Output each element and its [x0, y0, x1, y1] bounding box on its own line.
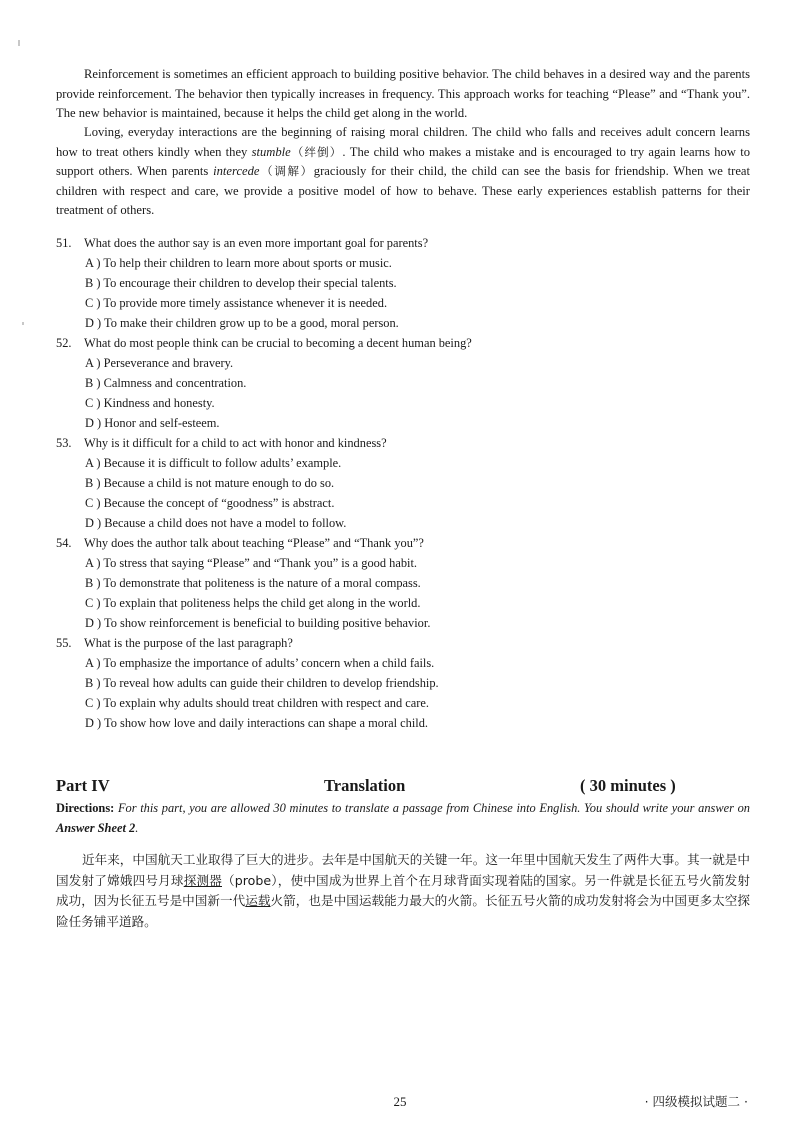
option-c: C ) Kindness and honesty.: [85, 396, 215, 410]
option-d: D ) Honor and self-esteem.: [85, 416, 220, 430]
option-b: B ) To demonstrate that politeness is the nature of a moral compass.: [85, 576, 421, 590]
question-51: [56, 233, 756, 333]
option-c: C ) To explain why adults should treat children with respect and care.: [85, 696, 430, 710]
option-a: A ) To stress that saying “Please” and “Thank you” is a good habit.: [85, 556, 417, 570]
p2-text-a: Loving, everyday interactions are the beginning of raising moral children. The child who falls and receives adult concern learns how to treat others kindly when they: [56, 125, 750, 159]
question-55: [56, 633, 756, 733]
option-a: A ) To help their children to learn more about sports or music.: [85, 256, 392, 270]
question-number: 51.: [56, 236, 72, 250]
option-d: D ) To show reinforcement is beneficial to building positive behavior.: [85, 616, 431, 630]
directions-label: Directions:: [56, 801, 115, 815]
part-time: ( 30 minutes ): [580, 776, 676, 795]
passage-paragraph-1: Reinforcement is sometimes an efficient approach to building positive behavior. The child behaves in a desired way and the parents provide reinforcement. The behavior then typically increases in frequency. This approach works for teaching “Please” and “Thank you”. The new behavior is maintained, because it helps the child get along in the world.: [56, 67, 750, 121]
question-stem: What is the purpose of the last paragraph?: [84, 636, 293, 650]
translation-text-1: 近年来，中国航天工业取得了巨大的进步。去年是中国航天的关键一年。这一年里中国航天发生了两件大事。其一就是中国发射了嫦娥四号月球: [56, 852, 750, 888]
option-b: B ) To encourage their children to develop their special talents.: [85, 276, 397, 290]
option-c: C ) Because the concept of “goodness” is abstract.: [85, 496, 335, 510]
option-d: D ) To make their children grow up to be a good, moral person.: [85, 316, 399, 330]
option-b: B ) To reveal how adults can guide their children to develop friendship.: [85, 676, 439, 690]
footer-tag: · 四级模拟试题二 ·: [644, 1094, 748, 1109]
translation-underlined-1: 探测器: [183, 872, 222, 888]
part-4-directions: [56, 798, 750, 838]
question-stem: What do most people think can be crucial to becoming a decent human being?: [84, 336, 472, 350]
option-a: A ) To emphasize the importance of adults’ concern when a child fails.: [85, 656, 435, 670]
p2-word-intercede: intercede: [213, 164, 260, 179]
p2-text-b: . The child who makes a mistake and is encouraged to try again learns how to support others. When parents: [56, 144, 750, 179]
part-label: Part IV: [56, 776, 110, 795]
directions-period: .: [135, 821, 139, 835]
question-52: [56, 333, 756, 433]
p2-gloss-1: （绊倒）: [290, 144, 343, 159]
question-53: [56, 433, 756, 533]
answer-sheet-ref: Answer Sheet 2: [56, 821, 136, 835]
option-c: C ) To explain that politeness helps the child get along in the world.: [85, 596, 421, 610]
translation-text-2: （probe），使中国成为世界上首个在月球背面实现着陆的国家。另一件就是长征五号火箭发射成功，因为长征五号是中国新一代: [56, 872, 751, 908]
question-stem: Why does the author talk about teaching “Please” and “Thank you”?: [84, 536, 424, 550]
part-title: Translation: [324, 776, 406, 795]
p2-text-c: graciously for their child, the child can see the basis for friendship. When we treat children with respect and care, we provide a positive model of how to behave. These early experiences establish patterns for their treatment of others.: [56, 164, 751, 218]
scan-speck: [22, 322, 24, 325]
option-a: A ) Because it is difficult to follow adults’ example.: [85, 456, 342, 470]
part-4-header: [56, 776, 750, 798]
question-number: 54.: [56, 536, 72, 550]
scan-speck: [18, 40, 20, 46]
option-d: D ) To show how love and daily interactions can shape a moral child.: [85, 716, 428, 730]
option-c: C ) To provide more timely assistance whenever it is needed.: [85, 296, 388, 310]
page-number: 25: [393, 1094, 407, 1109]
translation-text-3: 火箭，也是中国运载能力最大的火箭。长征五号火箭的成功发射将会为中国更多太空探险任务铺平道路。: [56, 893, 751, 929]
option-b: B ) Calmness and concentration.: [85, 376, 247, 390]
question-stem: What does the author say is an even more important goal for parents?: [84, 236, 429, 250]
option-b: B ) Because a child is not mature enough to do so.: [85, 476, 335, 490]
question-number: 55.: [56, 636, 72, 650]
option-d: D ) Because a child does not have a model to follow.: [85, 516, 347, 530]
p2-word-stumble: stumble: [251, 144, 291, 159]
translation-underlined-2: 运载: [245, 893, 271, 908]
passage-paragraph-2: [56, 123, 750, 221]
option-a: A ) Perseverance and bravery.: [85, 356, 234, 370]
question-stem: Why is it difficult for a child to act with honor and kindness?: [84, 436, 387, 450]
question-number: 53.: [56, 436, 72, 450]
question-number: 52.: [56, 336, 72, 350]
directions-text: For this part, you are allowed 30 minutes to translate a passage from Chinese into English. You should write your answer on: [114, 801, 750, 815]
question-54: [56, 533, 756, 633]
translation-passage: [56, 850, 750, 932]
p2-gloss-2: （调解）: [259, 164, 314, 179]
